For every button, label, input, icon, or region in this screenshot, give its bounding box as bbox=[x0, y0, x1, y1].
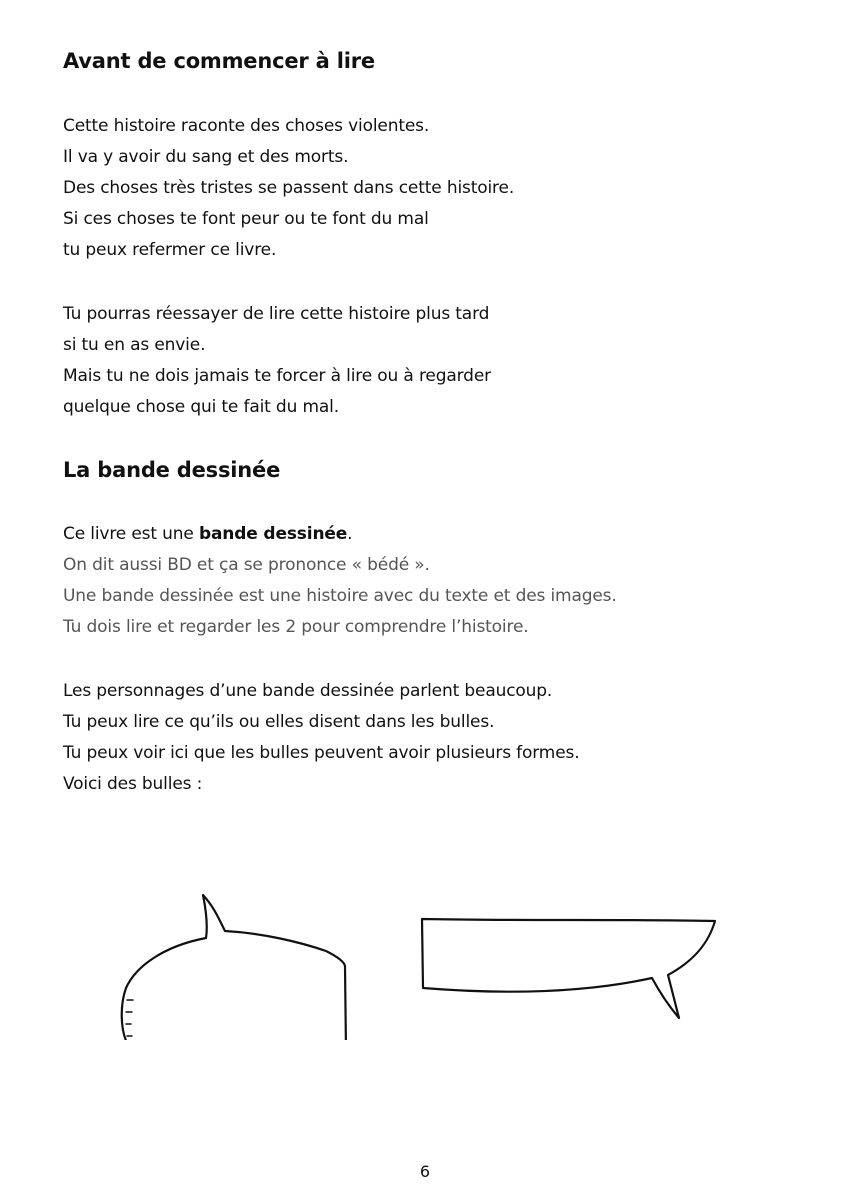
text-line: Tu dois lire et regarder les 2 pour comprendre l’histoire. bbox=[63, 617, 529, 637]
text-line: Tu pourras réessayer de lire cette histoire plus tard bbox=[63, 304, 490, 324]
text-line: Les personnages d’une bande dessinée parlent beaucoup. bbox=[63, 681, 553, 701]
intro-prefix: Ce livre est une bbox=[63, 524, 199, 544]
text-line: Tu peux voir ici que les bulles peuvent avoir plusieurs formes. bbox=[63, 743, 580, 763]
text-line: Une bande dessinée est une histoire avec du texte et des images. bbox=[63, 586, 617, 606]
text-line: Mais tu ne dois jamais te forcer à lire ou à regarder bbox=[63, 366, 491, 386]
text-line: Si ces choses te font peur ou te font du mal bbox=[63, 209, 429, 229]
warning-paragraph-1 bbox=[63, 111, 514, 266]
intro-bold-term: bande dessinée bbox=[198, 524, 348, 544]
comic-paragraph-2 bbox=[63, 676, 580, 800]
text-line: Des choses très tristes se passent dans cette histoire. bbox=[63, 178, 515, 198]
speech-bubble-rounded-icon bbox=[122, 895, 346, 1040]
text-line: Voici des bulles : bbox=[63, 774, 203, 794]
warning-paragraph-2 bbox=[63, 299, 491, 423]
section-heading-comic-book: La bande dessinée bbox=[63, 458, 281, 482]
comic-paragraph-1 bbox=[63, 519, 617, 643]
intro-suffix: . bbox=[347, 524, 353, 544]
text-line: Il va y avoir du sang et des morts. bbox=[63, 147, 349, 167]
text-line: si tu en as envie. bbox=[63, 335, 206, 355]
section-heading-before-reading: Avant de commencer à lire bbox=[63, 49, 375, 73]
speech-bubbles-illustration bbox=[0, 880, 850, 1040]
text-line: On dit aussi BD et ça se prononce « bédé ». bbox=[63, 555, 430, 575]
text-line: tu peux refermer ce livre. bbox=[63, 240, 277, 260]
text-line: quelque chose qui te fait du mal. bbox=[63, 397, 339, 417]
speech-bubble-rectangular-icon bbox=[422, 919, 715, 1018]
text-line: Cette histoire raconte des choses violentes. bbox=[63, 116, 430, 136]
text-line: Tu peux lire ce qu’ils ou elles disent dans les bulles. bbox=[63, 712, 495, 732]
intro-line bbox=[63, 519, 617, 550]
page-number: 6 bbox=[419, 1162, 431, 1181]
